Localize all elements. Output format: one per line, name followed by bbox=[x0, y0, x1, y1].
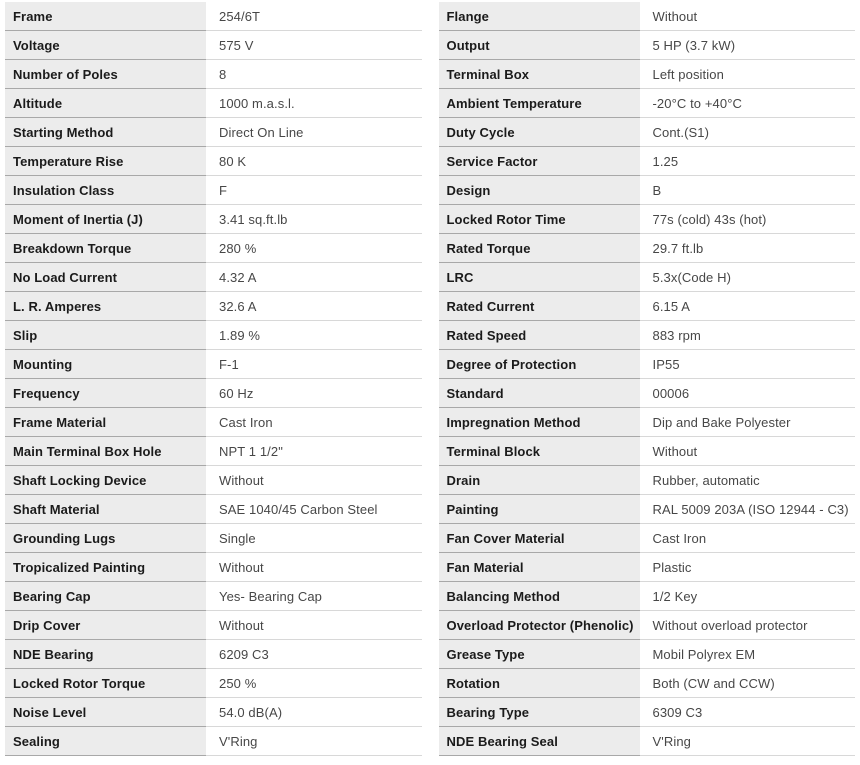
spec-row bbox=[439, 2, 856, 31]
spec-label: No Load Current bbox=[5, 263, 206, 292]
spec-label: Bearing Type bbox=[439, 698, 640, 727]
spec-row bbox=[439, 263, 856, 292]
spec-value: Direct On Line bbox=[206, 118, 422, 147]
spec-value: 6209 C3 bbox=[206, 640, 422, 669]
spec-value: F-1 bbox=[206, 350, 422, 379]
spec-value: 5 HP (3.7 kW) bbox=[640, 31, 856, 60]
spec-row bbox=[5, 582, 422, 611]
spec-value: Rubber, automatic bbox=[640, 466, 856, 495]
spec-row bbox=[5, 2, 422, 31]
spec-value: V'Ring bbox=[640, 727, 856, 756]
spec-value: 54.0 dB(A) bbox=[206, 698, 422, 727]
spec-value: 3.41 sq.ft.lb bbox=[206, 205, 422, 234]
spec-label: Rated Current bbox=[439, 292, 640, 321]
spec-label: Sealing bbox=[5, 727, 206, 756]
spec-value: SAE 1040/45 Carbon Steel bbox=[206, 495, 422, 524]
spec-row bbox=[5, 60, 422, 89]
spec-label: Shaft Material bbox=[5, 495, 206, 524]
spec-label: Main Terminal Box Hole bbox=[5, 437, 206, 466]
spec-value: 4.32 A bbox=[206, 263, 422, 292]
spec-label: L. R. Amperes bbox=[5, 292, 206, 321]
spec-value: Cont.(S1) bbox=[640, 118, 856, 147]
spec-value: 00006 bbox=[640, 379, 856, 408]
spec-label: Duty Cycle bbox=[439, 118, 640, 147]
spec-label: Breakdown Torque bbox=[5, 234, 206, 263]
spec-label: Rotation bbox=[439, 669, 640, 698]
spec-row bbox=[439, 698, 856, 727]
spec-row bbox=[5, 379, 422, 408]
spec-row bbox=[5, 524, 422, 553]
spec-value: 883 rpm bbox=[640, 321, 856, 350]
spec-row bbox=[439, 147, 856, 176]
spec-row bbox=[5, 118, 422, 147]
spec-label: Frequency bbox=[5, 379, 206, 408]
spec-row bbox=[439, 408, 856, 437]
spec-label: Terminal Box bbox=[439, 60, 640, 89]
spec-label: Frame Material bbox=[5, 408, 206, 437]
spec-value: 1000 m.a.s.l. bbox=[206, 89, 422, 118]
spec-label: Drip Cover bbox=[5, 611, 206, 640]
spec-row bbox=[439, 582, 856, 611]
spec-row bbox=[5, 147, 422, 176]
spec-value: Without bbox=[206, 611, 422, 640]
spec-row bbox=[5, 89, 422, 118]
spec-value: RAL 5009 203A (ISO 12944 - C3) bbox=[640, 495, 856, 524]
spec-value: Without bbox=[640, 437, 856, 466]
spec-label: Starting Method bbox=[5, 118, 206, 147]
spec-value: -20°C to +40°C bbox=[640, 89, 856, 118]
spec-label: Rated Speed bbox=[439, 321, 640, 350]
spec-table-right bbox=[439, 2, 856, 756]
spec-row bbox=[439, 292, 856, 321]
spec-value: NPT 1 1/2" bbox=[206, 437, 422, 466]
spec-row bbox=[5, 495, 422, 524]
spec-label: Bearing Cap bbox=[5, 582, 206, 611]
spec-label: Rated Torque bbox=[439, 234, 640, 263]
spec-value: Without bbox=[640, 2, 856, 31]
spec-label: Ambient Temperature bbox=[439, 89, 640, 118]
spec-label: Moment of Inertia (J) bbox=[5, 205, 206, 234]
spec-row bbox=[439, 524, 856, 553]
spec-value: F bbox=[206, 176, 422, 205]
spec-value: Without overload protector bbox=[640, 611, 856, 640]
spec-value: Single bbox=[206, 524, 422, 553]
spec-label: Fan Material bbox=[439, 553, 640, 582]
spec-value: 1.25 bbox=[640, 147, 856, 176]
spec-label: Design bbox=[439, 176, 640, 205]
spec-row bbox=[439, 118, 856, 147]
spec-value: 60 Hz bbox=[206, 379, 422, 408]
spec-value: V'Ring bbox=[206, 727, 422, 756]
spec-value: IP55 bbox=[640, 350, 856, 379]
spec-label: Overload Protector (Phenolic) bbox=[439, 611, 640, 640]
spec-label: Painting bbox=[439, 495, 640, 524]
spec-value: Left position bbox=[640, 60, 856, 89]
spec-row bbox=[5, 408, 422, 437]
spec-value: 6.15 A bbox=[640, 292, 856, 321]
spec-label: Temperature Rise bbox=[5, 147, 206, 176]
spec-row bbox=[5, 31, 422, 60]
spec-row bbox=[439, 437, 856, 466]
spec-row bbox=[439, 727, 856, 756]
spec-label: Tropicalized Painting bbox=[5, 553, 206, 582]
spec-label: Mounting bbox=[5, 350, 206, 379]
spec-value: 1/2 Key bbox=[640, 582, 856, 611]
spec-row bbox=[439, 466, 856, 495]
spec-label: Terminal Block bbox=[439, 437, 640, 466]
spec-label: Grounding Lugs bbox=[5, 524, 206, 553]
spec-row bbox=[439, 60, 856, 89]
spec-label: Altitude bbox=[5, 89, 206, 118]
spec-row bbox=[439, 495, 856, 524]
spec-label: NDE Bearing Seal bbox=[439, 727, 640, 756]
spec-row bbox=[439, 669, 856, 698]
spec-label: Slip bbox=[5, 321, 206, 350]
spec-row bbox=[5, 553, 422, 582]
spec-row bbox=[5, 466, 422, 495]
spec-row bbox=[439, 611, 856, 640]
spec-row bbox=[439, 205, 856, 234]
spec-label: Noise Level bbox=[5, 698, 206, 727]
spec-label: Locked Rotor Time bbox=[439, 205, 640, 234]
spec-row bbox=[5, 176, 422, 205]
spec-row bbox=[439, 234, 856, 263]
spec-value: 32.6 A bbox=[206, 292, 422, 321]
spec-row bbox=[439, 350, 856, 379]
spec-label: Fan Cover Material bbox=[439, 524, 640, 553]
spec-value: 280 % bbox=[206, 234, 422, 263]
spec-row bbox=[439, 31, 856, 60]
spec-label: Number of Poles bbox=[5, 60, 206, 89]
spec-row bbox=[5, 234, 422, 263]
spec-label: Flange bbox=[439, 2, 640, 31]
spec-row bbox=[439, 89, 856, 118]
spec-value: Without bbox=[206, 466, 422, 495]
spec-row bbox=[439, 640, 856, 669]
spec-value: Cast Iron bbox=[640, 524, 856, 553]
spec-label: Standard bbox=[439, 379, 640, 408]
spec-label: Voltage bbox=[5, 31, 206, 60]
spec-value: Mobil Polyrex EM bbox=[640, 640, 856, 669]
spec-label: Service Factor bbox=[439, 147, 640, 176]
spec-row bbox=[5, 698, 422, 727]
spec-label: Output bbox=[439, 31, 640, 60]
spec-value: 77s (cold) 43s (hot) bbox=[640, 205, 856, 234]
spec-row bbox=[5, 437, 422, 466]
spec-row bbox=[439, 379, 856, 408]
spec-value: 80 K bbox=[206, 147, 422, 176]
spec-value: Yes- Bearing Cap bbox=[206, 582, 422, 611]
spec-value: 575 V bbox=[206, 31, 422, 60]
spec-value: 5.3x(Code H) bbox=[640, 263, 856, 292]
spec-row bbox=[5, 350, 422, 379]
spec-value: Both (CW and CCW) bbox=[640, 669, 856, 698]
spec-row bbox=[5, 640, 422, 669]
spec-row bbox=[5, 611, 422, 640]
spec-label: Frame bbox=[5, 2, 206, 31]
spec-row bbox=[5, 205, 422, 234]
spec-value: 8 bbox=[206, 60, 422, 89]
spec-value: B bbox=[640, 176, 856, 205]
spec-label: NDE Bearing bbox=[5, 640, 206, 669]
spec-label: Insulation Class bbox=[5, 176, 206, 205]
spec-label: LRC bbox=[439, 263, 640, 292]
spec-value: 254/6T bbox=[206, 2, 422, 31]
spec-label: Locked Rotor Torque bbox=[5, 669, 206, 698]
spec-value: Cast Iron bbox=[206, 408, 422, 437]
spec-value: 6309 C3 bbox=[640, 698, 856, 727]
spec-label: Balancing Method bbox=[439, 582, 640, 611]
spec-value: Without bbox=[206, 553, 422, 582]
spec-value: 250 % bbox=[206, 669, 422, 698]
spec-value: 29.7 ft.lb bbox=[640, 234, 856, 263]
spec-row bbox=[5, 292, 422, 321]
spec-label: Grease Type bbox=[439, 640, 640, 669]
spec-row bbox=[5, 321, 422, 350]
spec-row bbox=[5, 669, 422, 698]
spec-row bbox=[439, 176, 856, 205]
spec-row bbox=[5, 727, 422, 756]
spec-label: Drain bbox=[439, 466, 640, 495]
spec-row bbox=[439, 321, 856, 350]
spec-table-left bbox=[5, 2, 422, 756]
spec-row bbox=[439, 553, 856, 582]
spec-label: Impregnation Method bbox=[439, 408, 640, 437]
spec-row bbox=[5, 263, 422, 292]
spec-label: Shaft Locking Device bbox=[5, 466, 206, 495]
spec-label: Degree of Protection bbox=[439, 350, 640, 379]
spec-value: Plastic bbox=[640, 553, 856, 582]
spec-value: Dip and Bake Polyester bbox=[640, 408, 856, 437]
spec-value: 1.89 % bbox=[206, 321, 422, 350]
